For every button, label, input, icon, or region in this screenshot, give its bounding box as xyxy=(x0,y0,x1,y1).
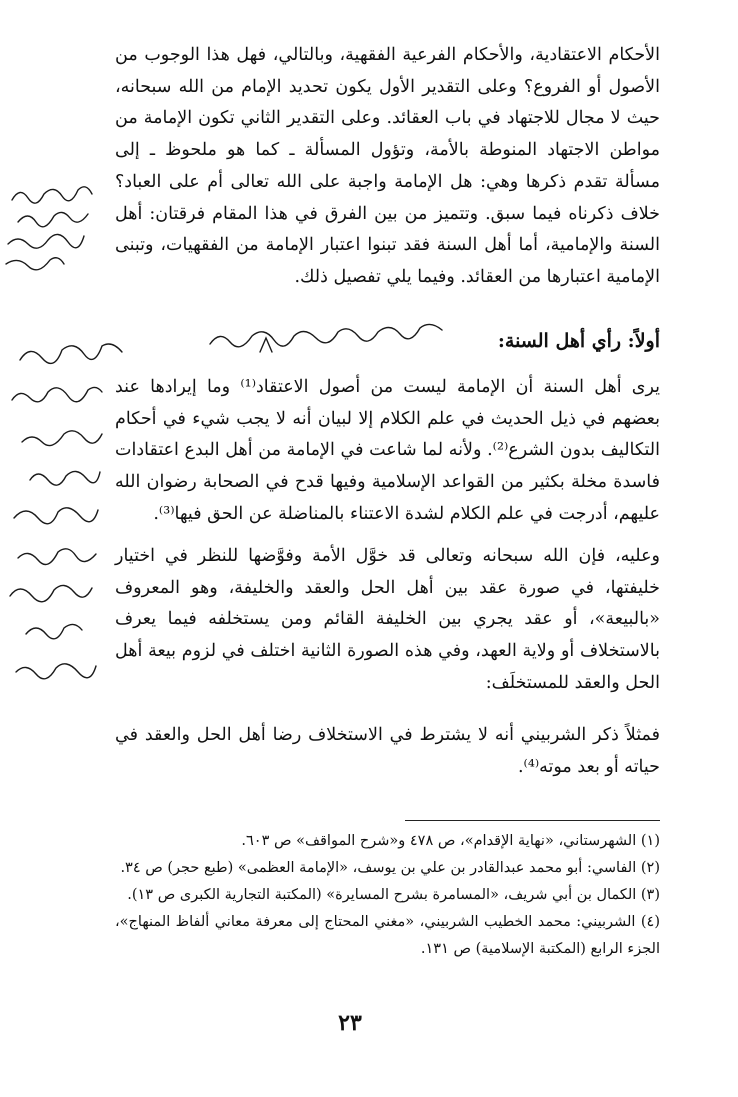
section-heading: أولاً: رأي أهل السنة: xyxy=(497,330,660,352)
handwritten-margin-notes xyxy=(0,160,140,720)
handwriting-stroke-icon xyxy=(200,318,500,358)
paragraph-shirbini: فمثلاً ذكر الشربيني أنه لا يشترط في الاستخلاف رضا أهل الحل والعقد في حياته أو بعد موته⁽⁴⁾. xyxy=(115,725,660,777)
footnotes xyxy=(115,828,660,963)
paragraph-intro: الأحكام الاعتقادية، والأحكام الفرعية الفقهية، وبالتالي، فهل هذا الوجوب من الأصول أو الفروع؟ وعلى التقدير الأول يكون تحديد الإمام من الله سبحانه، حيث لا مجال للاجتهاد في باب العقائد. وعلى التقدير الثاني تكون الإمامة من مواطن الاجتهاد المنوطة بالأمة، وتؤول المسألة ـ كما هو ملحوظ ـ إلى مسألة تقدم ذكرها وهي: هل الإمامة واجبة على الله تعالى أم على العباد؟ خلاف ذكرناه فيما سبق. وتتميز من بين الفرق في هذا المقام فرقتان: أهل السنة والإمامية، أما أهل السنة فقد تبنوا اعتبار الإمامة من الفقهيات، وتبنى الإمامية اعتبارها من العقائد. وفيما يلي تفصيل ذلك. xyxy=(115,45,660,287)
handwriting-scribble-icon xyxy=(0,160,140,720)
footnote-3: (٣) الكمال بن أبي شريف، «المسامرة بشرح المسايرة» (المكتبة التجارية الكبرى ص ١٣). xyxy=(127,887,660,903)
footnote-4: (٤) الشربيني: محمد الخطيب الشربيني، «مغني المحتاج إلى معرفة معاني ألفاظ المنهاج»، الجزء الرابع (المكتبة الإسلامية) ص ١٣١. xyxy=(115,914,660,957)
paragraph-caliph-selection: وعليه، فإن الله سبحانه وتعالى قد خوَّل الأمة وفوَّضها للنظر في اختيار خليفتها، في صورة عقد بين أهل الحل والعقد والخليفة، وهو المعروف «بالبيعة»، أو عقد يجري بين الخليفة القائم ومن يستخلفه فيما يعرف بالاستخلاف أو ولاية العهد، وفي هذه الصورة الثانية اختلف في لزوم بيعة أهل الحل والعقد للمستخلَف: xyxy=(115,546,660,693)
footnote-1: (١) الشهرستاني، «نهاية الإقدام»، ص ٤٧٨ و«شرح المواقف» ص ٦٠٣. xyxy=(241,833,660,849)
handwritten-heading-note xyxy=(200,318,500,358)
footnote-2: (٢) الفاسي: أبو محمد عبدالقادر بن علي بن يوسف، «الإمامة العظمى» (طبع حجر) ص ٣٤. xyxy=(120,860,660,876)
footnote-divider xyxy=(405,820,660,821)
paragraph-sunni-view: يرى أهل السنة أن الإمامة ليست من أصول الاعتقاد⁽¹⁾ وما إيرادها عند بعضهم في ذيل الحديث في علم الكلام إلا لبيان أنه لا يجب شيء في أحكام التكاليف بدون الشرع⁽²⁾. ولأنه لما شاعت في الإمامة من أهل البدع اعتقادات فاسدة مخلة بكثير من القواعد الإسلامية وفيها قدح في الصحابة رضوان الله عليهم، أدرجت في علم الكلام لشدة الاعتناء بالمناضلة عن الحق فيها⁽³⁾. xyxy=(115,377,661,524)
page-number: ٢٣ xyxy=(338,1010,362,1036)
